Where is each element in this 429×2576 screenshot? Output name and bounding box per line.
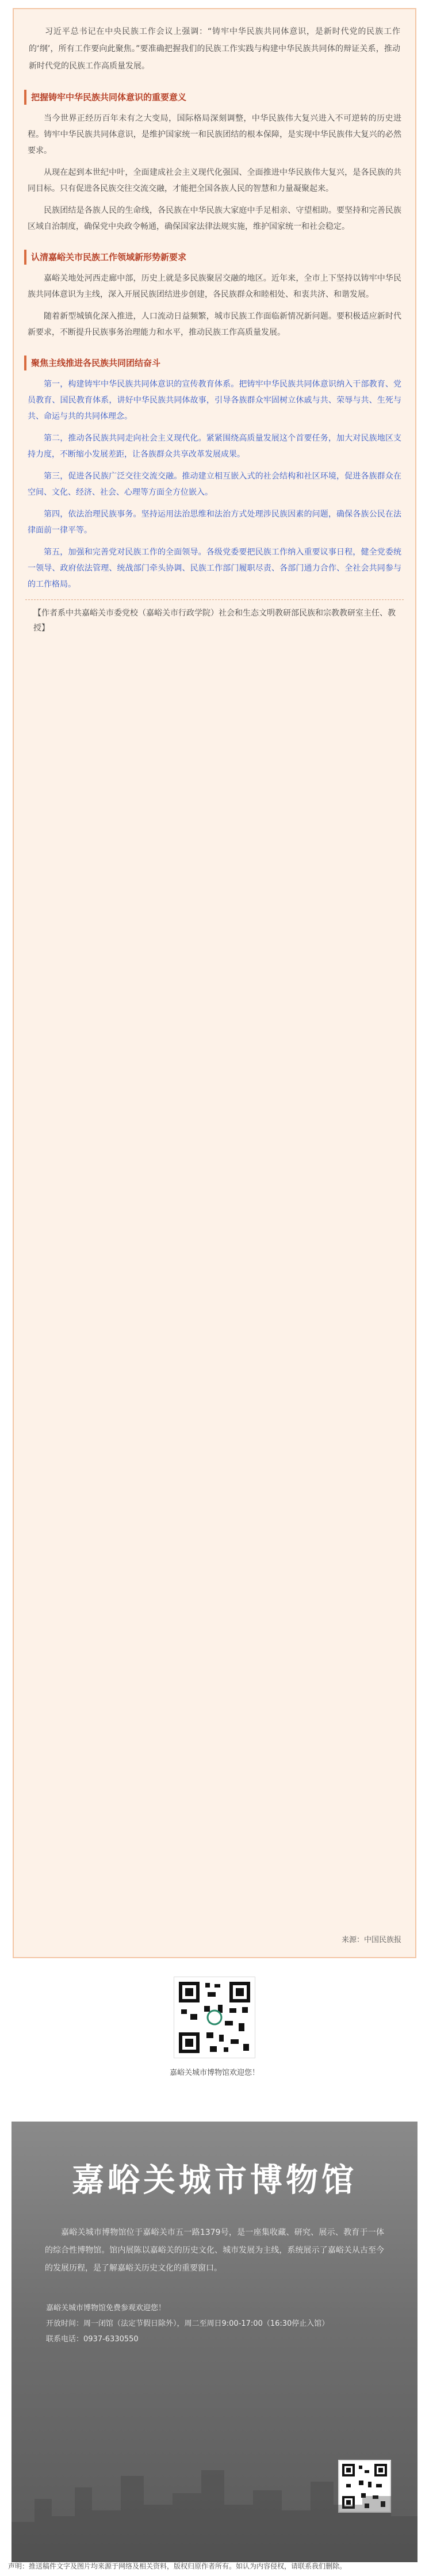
museum-description: 嘉峪关城市博物馆位于嘉峪关市五一路1379号，是一座集收藏、研究、展示、教育于一体的综合性博物馆。馆内展陈以嘉峪关的历史文化、城市发展为主线，系统展示了嘉峪关从古至今的发展历程，是了解嘉峪关历史文化的重要窗口。	[45, 2228, 384, 2273]
section-2-title: 认清嘉峪关市民族工作领域新形势新要求	[24, 250, 405, 265]
section-3-para-2: 第二，推动各民族共同走向社会主义现代化。紧紧围绕高质量发展这个首要任务，加大对民族地区支持力度，不断缩小发展差距，让各族群众共享改革发展成果。	[28, 434, 401, 459]
section-3	[24, 356, 405, 593]
section-1-para-2: 从现在起到本世纪中叶，全面建成社会主义现代化强国、全面推进中华民族伟大复兴，是各民族的共同目标。只有促进各民族交往交流交融，才能把全国各族人民的智慧和力量凝聚起来。	[28, 168, 401, 193]
disclaimer: 声明：推送稿件文字及图片均来源于网络及相关资料，版权归原作者所有。如认为内容侵权，请联系我们删除。	[8, 2562, 347, 2570]
museum-info	[46, 2300, 384, 2347]
museum-banner	[12, 2122, 417, 2562]
intro-paragraph: 习近平总书记在中央民族工作会议上强调：“铸牢中华民族共同体意识，是新时代党的民族工作的‘纲’，所有工作要向此聚焦。”要准确把握我们的民族工作实践与构建中华民族共同体的辩证关系，推动新时代党的民族工作高质量发展。	[29, 27, 400, 71]
author-note: 【作者系中共嘉峪关市委党校（嘉峪关市行政学院）社会和生态文明教研部民族和宗教教研室主任、教授】	[25, 599, 404, 641]
section-2-para-2: 随着新型城镇化深入推进，人口流动日益频繁，城市民族工作面临新情况新问题。要积极适应新时代新要求，不断提升民族事务治理能力和水平，推动民族工作高质量发展。	[28, 312, 401, 337]
section-1-para-1: 当今世界正经历百年未有之大变局，国际格局深刻调整，中华民族伟大复兴进入不可逆转的历史进程。铸牢中华民族共同体意识，是维护国家统一和民族团结的根本保障，是实现中华民族伟大复兴的必然要求。	[28, 114, 401, 155]
source-label: 来源：中国民族报	[341, 1936, 401, 1944]
section-1-title: 把握铸牢中华民族共同体意识的重要意义	[24, 90, 405, 105]
section-1	[24, 90, 405, 235]
skyline-illustration	[12, 2436, 417, 2562]
section-3-title: 聚焦主线推进各民族共同团结奋斗	[24, 356, 405, 370]
section-2-para-1: 嘉峪关地处河西走廊中部，历史上就是多民族聚居交融的地区。近年来，全市上下坚持以铸牢中华民族共同体意识为主线，深入开展民族团结进步创建，各民族群众和睦相处、和衷共济、和谐发展。	[28, 274, 401, 299]
qr-code-icon	[174, 1977, 255, 2058]
section-3-para-5: 第五，加强和完善党对民族工作的全面领导。各级党委要把民族工作纳入重要议事日程，健全党委统一领导、政府依法管理、统战部门牵头协调、民族工作部门履职尽责、各部门通力合作、全社会共同参与的工作格局。	[28, 548, 401, 589]
qr-caption: 嘉峪关城市博物馆欢迎您！	[169, 2069, 259, 2077]
section-3-para-4: 第四，依法治理民族事务。坚持运用法治思维和法治方式处理涉民族因素的问题，确保各族公民在法律面前一律平等。	[28, 510, 401, 535]
section-1-para-3: 民族团结是各族人民的生命线，各民族在中华民族大家庭中手足相亲、守望相助。要坚持和完善民族区域自治制度，确保党中央政令畅通，确保国家法律法规实施，维护国家统一和社会稳定。	[28, 206, 401, 231]
qr-block	[168, 1977, 261, 2077]
section-3-para-3: 第三，促进各民族广泛交往交流交融。推动建立相互嵌入式的社会结构和社区环境，促进各族群众在空间、文化、经济、社会、心理等方面全方位嵌入。	[28, 472, 401, 497]
section-2	[24, 250, 405, 341]
museum-info-line-1: 嘉峪关城市博物馆免费参观欢迎您！	[46, 2304, 166, 2313]
museum-title: 嘉峪关城市博物馆	[72, 2162, 357, 2199]
museum-info-line-3: 联系电话：0937-6330550	[46, 2335, 139, 2344]
section-3-para-1: 第一，构建铸牢中华民族共同体意识的宣传教育体系。把铸牢中华民族共同体意识纳入干部教育、党员教育、国民教育体系，讲好中华民族共同体故事，引导各族群众牢固树立休戚与共、荣辱与共、生死与共、命运与共的共同体理念。	[28, 380, 401, 421]
museum-info-line-2: 开放时间：周一闭馆（法定节假日除外），周二至周日9:00-17:00（16:30停止入馆）	[46, 2319, 330, 2328]
article-card	[13, 8, 416, 1958]
